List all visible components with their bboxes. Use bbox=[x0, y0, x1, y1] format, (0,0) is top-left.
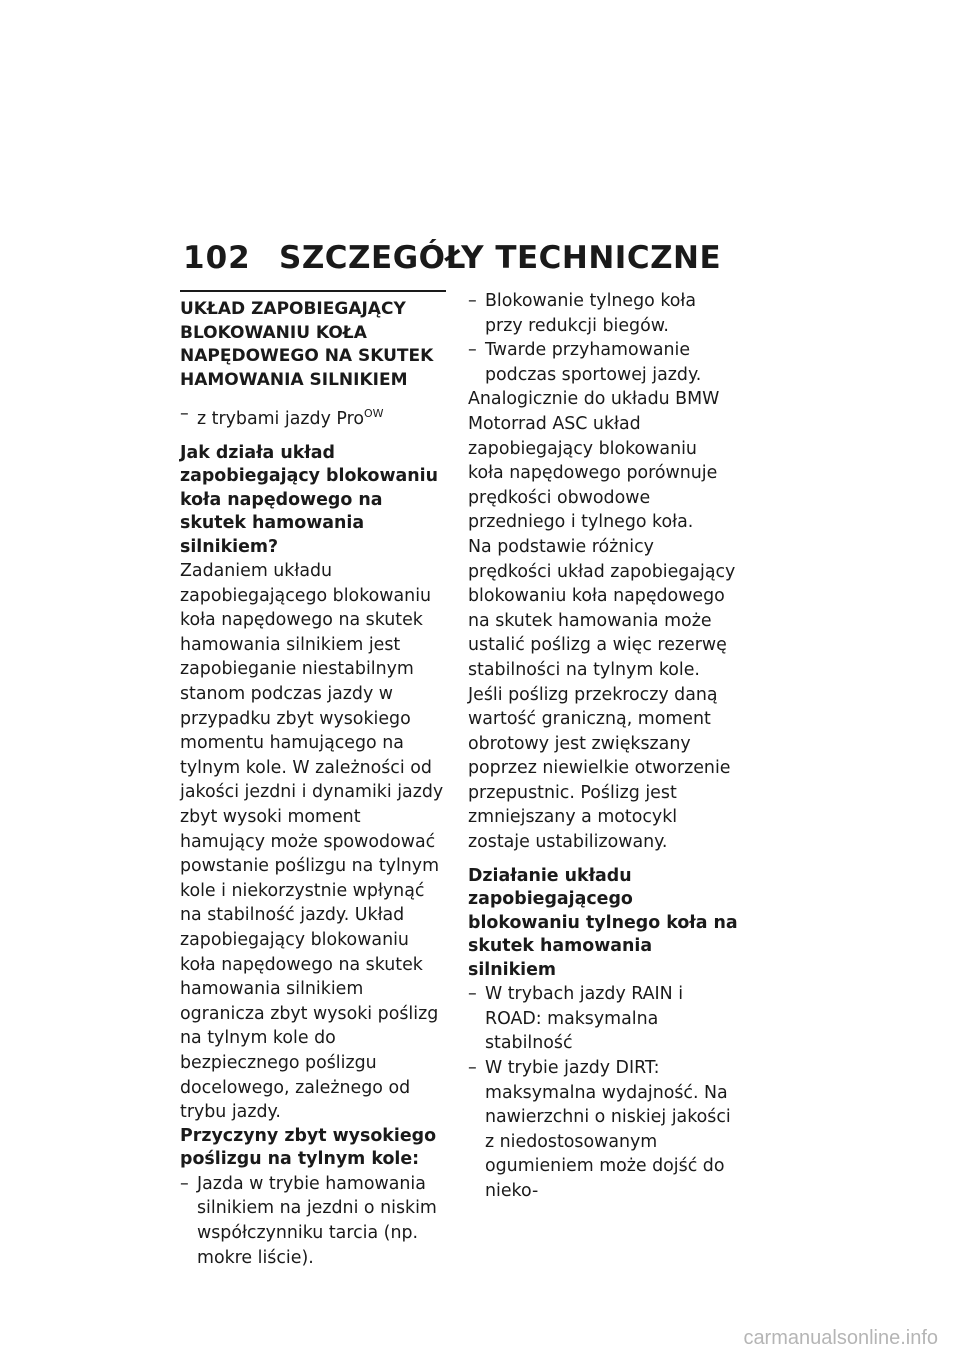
right-column bbox=[468, 289, 738, 1204]
causes-heading: Przyczyny zbyt wysokiego poślizgu na tylnym kole: bbox=[180, 1125, 437, 1170]
cause-item: – Twarde przyhamowanie podczas sportowej jazdy. bbox=[468, 338, 738, 387]
question-heading: Jak działa układ zapobiegający blokowaniu koła napędowego na skutek hamowania silnikiem? bbox=[180, 442, 438, 557]
section-rule bbox=[180, 290, 446, 292]
paragraph: Na podstawie różnicy prędkości układ zapobiegający blokowaniu koła napędowego na skutek hamowania może ustalić poślizg a więc rezerwę stabilności na tylnym kole. bbox=[468, 536, 736, 680]
page-header bbox=[183, 240, 721, 276]
operation-heading: Działanie układu zapobiegającego blokowaniu tylnego koła na skutek hamowania silnikiem bbox=[468, 865, 738, 980]
paragraph: Jeśli poślizg przekroczy daną wartość graniczną, moment obrotowy jest zwiększany poprzez niewielkie otworzenie przepustnic. Poślizg jest zmniejszany a motocykl zostaje ustabilizowany. bbox=[468, 684, 731, 853]
question-body: Zadaniem układu zapobiegającego blokowaniu koła napędowego na skutek hamowania silnikiem jest zapobieganie niestabilnym stanom podczas jazdy w przypadku zbyt wysokiego momentu hamującego na tylnym kole. W zależności od jakości jezdni i dynamiki jazdy zbyt wysoki moment hamujący może spowodować powstanie poślizgu na tylnym kole i niekorzystnie wpłynąć na stabilność jazdy. Układ zapobiegający blokowaniu koła napędowego na skutek hamowania silnikiem ogranicza zbyt wysoki poślizg na tylnym kole do bezpiecznego poślizgu docelowego, zależnego od trybu jazdy. bbox=[180, 561, 444, 1123]
paragraph: Analogicznie do układu BMW Motorrad ASC układ zapobiegający blokowaniu koła napędowego porównuje prędkości obwodowe przedniego i tylnego koła. bbox=[468, 389, 720, 533]
cause-item: – Blokowanie tylnego koła przy redukcji biegów. bbox=[468, 289, 738, 338]
mode-note-text: z trybami jazdy Pro bbox=[197, 409, 364, 429]
cause-item: – Jazda w trybie hamowania silnikiem na jezdni o niskim współczynniku tarcia (np. mokre liście). bbox=[180, 1172, 450, 1270]
mode-note-sup: OW bbox=[363, 407, 384, 420]
section-title: UKŁAD ZAPOBIEGAJĄCY BLOKOWANIU KOŁA NAPĘDOWEGO NA SKUTEK HAMOWANIA SILNIKIEM bbox=[180, 299, 434, 390]
left-column bbox=[180, 290, 450, 1270]
chapter-title: SZCZEGÓŁY TECHNICZNE bbox=[279, 240, 722, 276]
page-number: 102 bbox=[183, 240, 251, 276]
operation-item: – W trybie jazdy DIRT: maksymalna wydajność. Na nawierzchni o niskiej jakości z niedostosowanym ogumieniem może dojść do nieko- bbox=[468, 1056, 738, 1204]
mode-note bbox=[180, 402, 450, 432]
watermark: carmanualsonline.info bbox=[743, 1327, 938, 1349]
operation-item: – W trybach jazdy RAIN i ROAD: maksymalna stabilność bbox=[468, 982, 738, 1056]
